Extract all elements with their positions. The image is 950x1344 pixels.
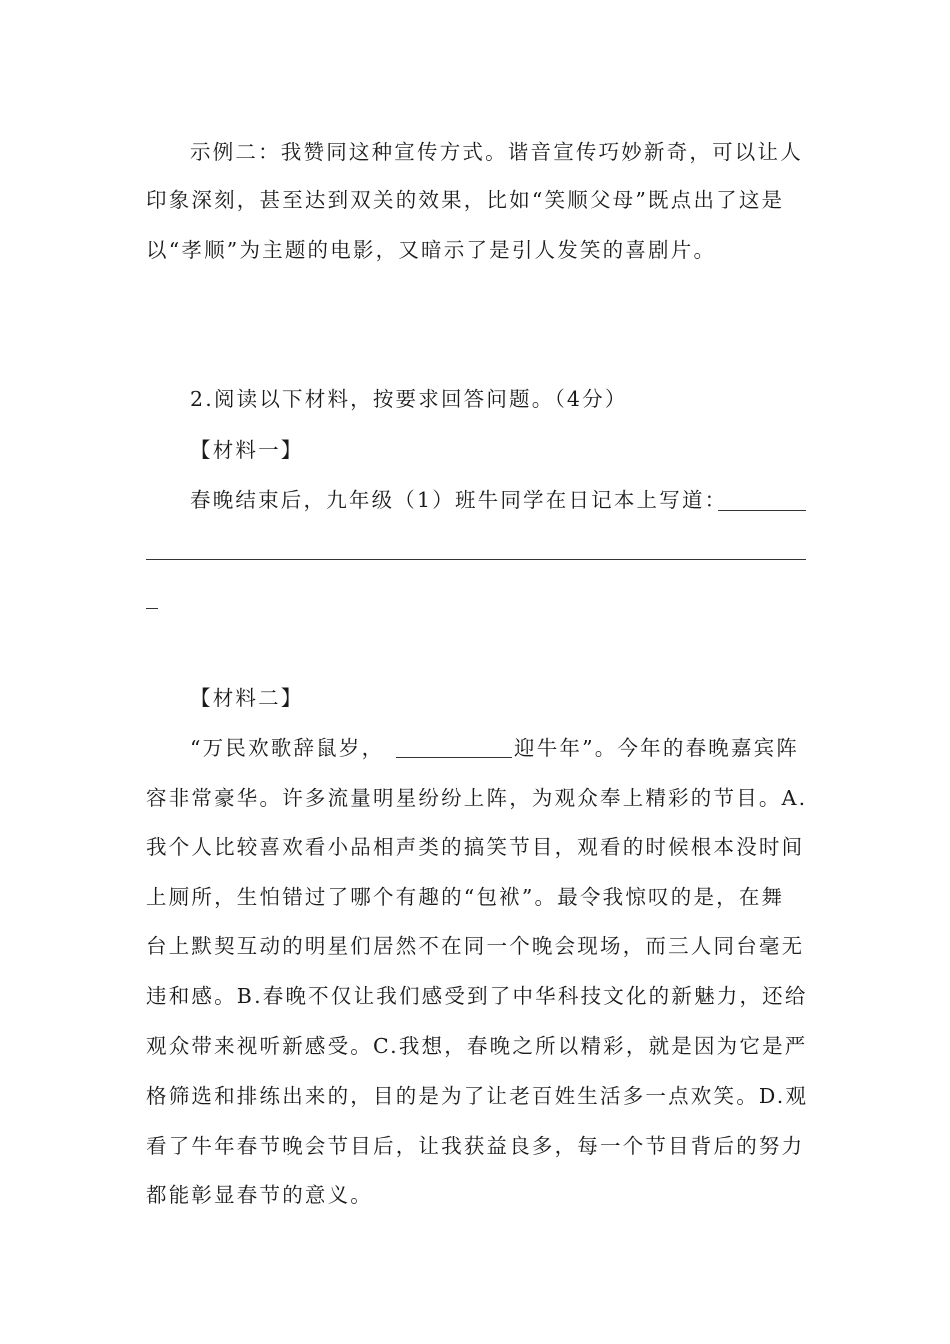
- material-2-line-6: 违和感。B.春晚不仅让我们感受到了中华科技文化的新魅力，还给: [146, 984, 808, 1008]
- material-2-line-3: 我个人比较喜欢看小品相声类的搞笑节目，观看的时候根本没时间: [146, 835, 805, 859]
- answer-blank-line-2[interactable]: [146, 559, 806, 560]
- example2-line-1: 示例二：我赞同这种宣传方式。谐音宣传巧妙新奇，可以让人: [190, 140, 803, 164]
- material-2-line-2: 容非常豪华。许多流量明星纷纷上阵，为观众奉上精彩的节目。A.: [146, 786, 808, 810]
- example2-line-3: 以“孝顺”为主题的电影，又暗示了是引人发笑的喜剧片。: [146, 238, 717, 262]
- material-2-line-10: 都能彰显春节的意义。: [146, 1183, 373, 1207]
- material-2-line-5: 台上默契互动的明星们居然不在同一个晚会现场，而三人同台毫无: [146, 934, 805, 958]
- answer-blank-line-1[interactable]: [718, 510, 806, 511]
- material-2-line-1-end: 迎牛年”。今年的春晚嘉宾阵: [514, 736, 800, 760]
- material-2-line-4: 上厕所，生怕错过了哪个有趣的“包袱”。最令我惊叹的是，在舞: [146, 885, 785, 909]
- material-2-line-7: 观众带来视听新感受。C.我想，春晚之所以精彩，就是因为它是严: [146, 1034, 808, 1058]
- material-2-line-8: 格筛选和排练出来的，目的是为了让老百姓生活多一点欢笑。D.观: [146, 1084, 809, 1108]
- material-2-heading: 【材料二】: [190, 686, 304, 710]
- material-1-heading: 【材料一】: [190, 438, 304, 462]
- question-2-title: 2.阅读以下材料，按要求回答问题。（4分）: [190, 387, 628, 411]
- material-1-text: 春晚结束后，九年级（1）班牛同学在日记本上写道：: [190, 488, 728, 512]
- example2-line-2: 印象深刻，甚至达到双关的效果，比如“笑顺父母”既点出了这是: [146, 188, 785, 212]
- material-2-line-9: 看了牛年春节晚会节目后，让我获益良多，每一个节目背后的努力: [146, 1134, 805, 1158]
- fill-in-blank[interactable]: [396, 757, 512, 758]
- material-2-line-1-start: “万民欢歌辞鼠岁，: [190, 736, 385, 760]
- answer-blank-line-3[interactable]: [146, 608, 158, 609]
